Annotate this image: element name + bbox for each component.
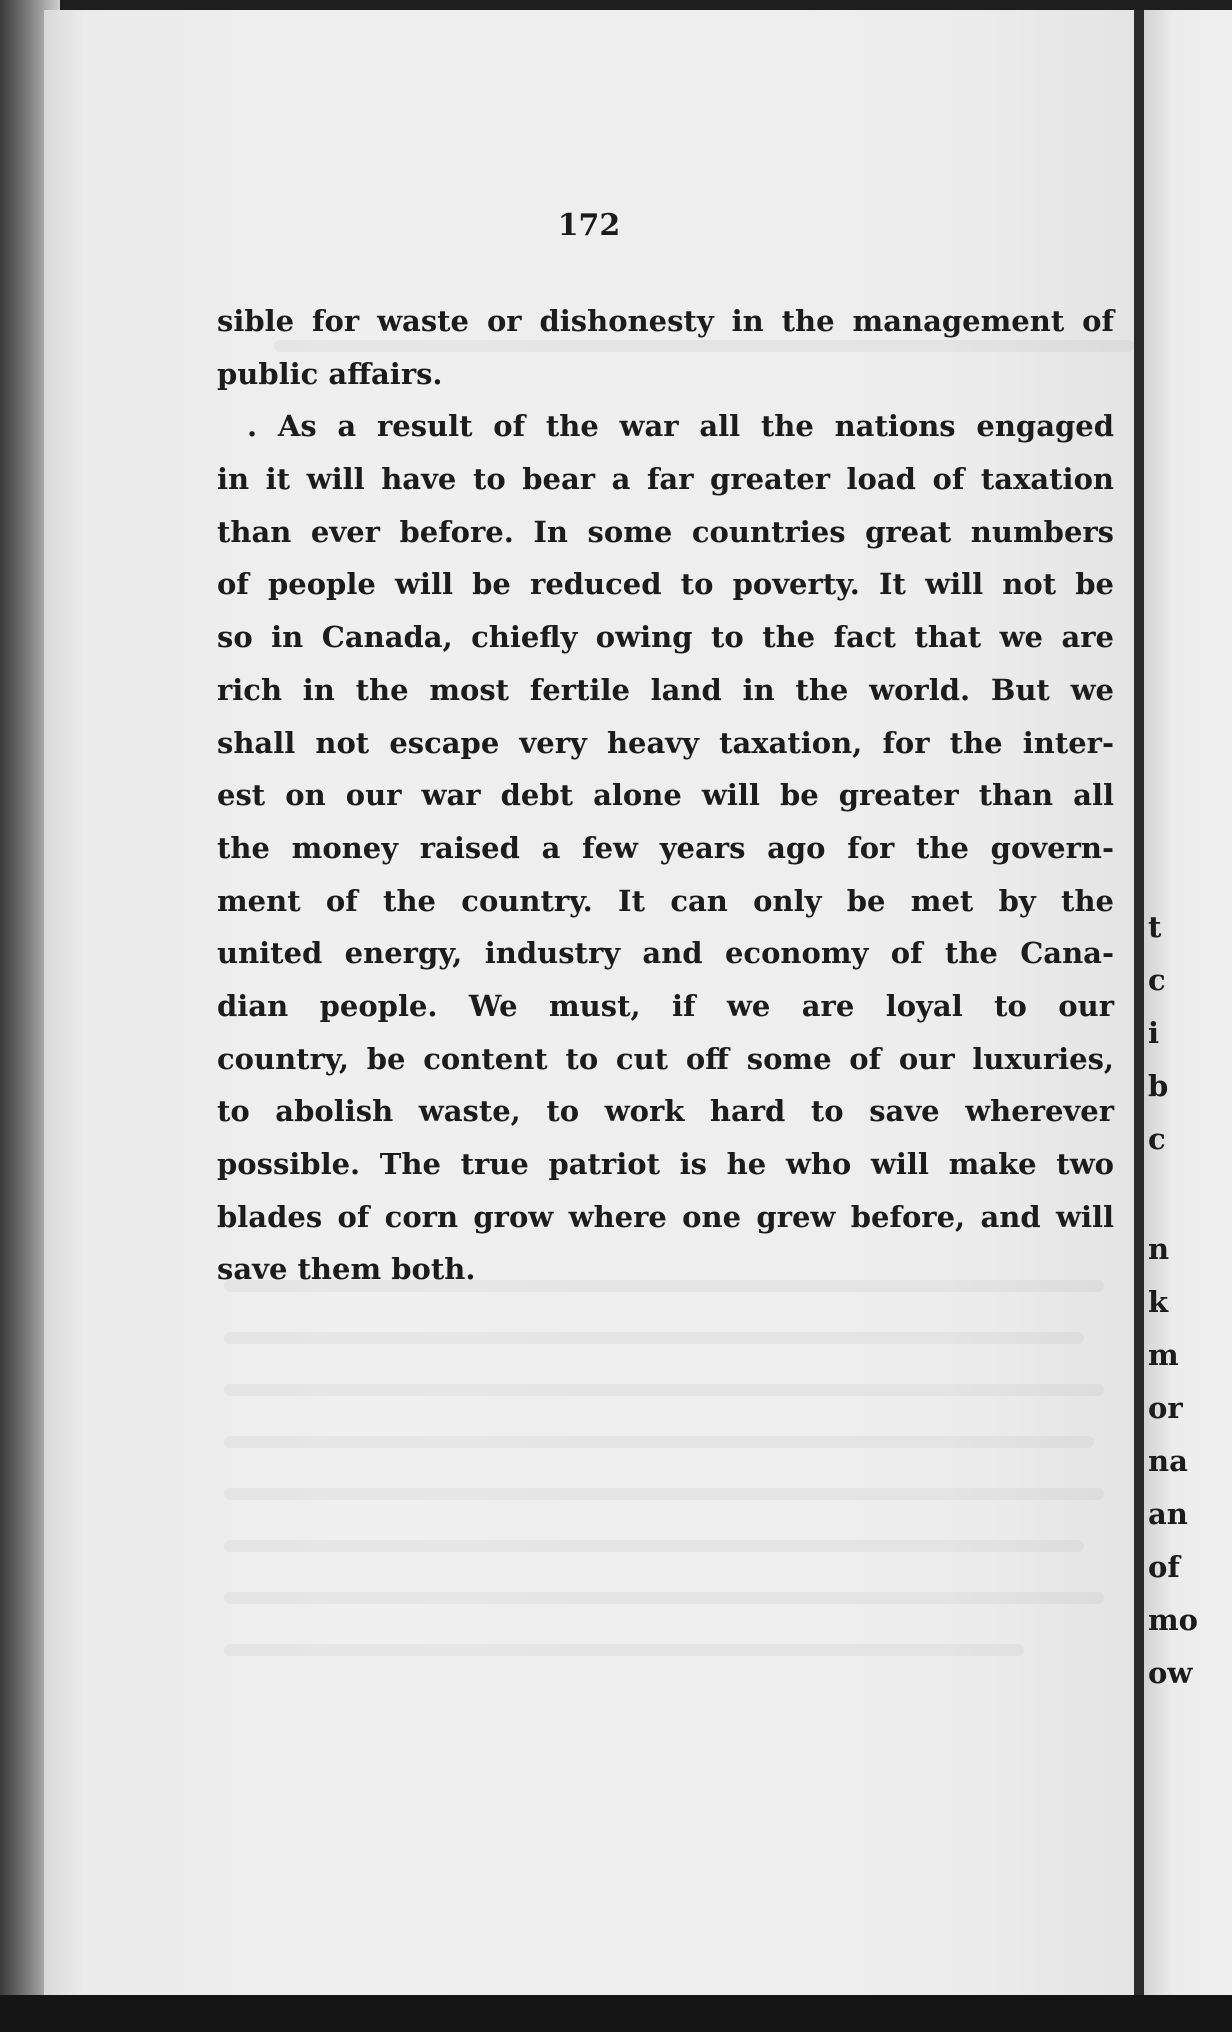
text-line: save them both.	[217, 1252, 476, 1287]
text-line: united energy, industry and economy of the Cana-	[217, 936, 1114, 971]
text-line: est on our war debt alone will be greater than all	[217, 778, 1114, 813]
show-through-text	[224, 1488, 1104, 1500]
text-line: ment of the country. It can only be met by the	[217, 883, 1114, 918]
facing-page-fragment: i	[1148, 1016, 1160, 1050]
facing-page-fragment: b	[1148, 1069, 1169, 1103]
text-line: than ever before. In some countries great numbers	[217, 514, 1114, 549]
facing-page-fragment: c	[1148, 963, 1166, 997]
show-through-text	[224, 1384, 1104, 1396]
text-line: so in Canada, chiefly owing to the fact that we are	[217, 620, 1114, 655]
text-line: public affairs.	[217, 356, 443, 391]
scan-bottom-border	[0, 1995, 1232, 2032]
facing-page-fragment: t	[1148, 910, 1162, 944]
page-gutter	[1134, 10, 1144, 2010]
text-line: sible for waste or dishonesty in the management of	[217, 304, 1114, 338]
facing-page-fragment: m	[1148, 1338, 1179, 1372]
facing-page-fragment: n	[1148, 1232, 1170, 1266]
facing-page-fragment: an	[1148, 1497, 1188, 1531]
facing-page-fragment: ow	[1148, 1656, 1193, 1690]
facing-page-fragment: or	[1148, 1391, 1183, 1425]
body-text	[217, 295, 1114, 1296]
text-line: possible. The true patriot is he who will make two	[217, 1147, 1114, 1181]
page-number: 172	[557, 208, 621, 243]
text-line: to abolish waste, to work hard to save wherever	[217, 1094, 1114, 1129]
facing-page-fragment: of	[1148, 1550, 1180, 1584]
show-through-text	[224, 1332, 1084, 1344]
left-page	[44, 10, 1134, 1995]
facing-page-fragment: mo	[1148, 1603, 1199, 1637]
text-line: in it will have to bear a far greater load of taxation	[217, 462, 1114, 497]
text-line: of people will be reduced to poverty. It will not be	[217, 567, 1114, 602]
text-line: the money raised a few years ago for the govern-	[217, 830, 1114, 865]
show-through-text	[224, 1644, 1024, 1656]
text-line: dian people. We must, if we are loyal to our	[217, 988, 1114, 1023]
show-through-text	[224, 1540, 1084, 1552]
text-line: . As a result of the war all the nations engaged	[247, 409, 1114, 444]
show-through-text	[224, 1592, 1104, 1604]
text-line: rich in the most fertile land in the world. But we	[217, 672, 1114, 707]
text-line: shall not escape very heavy taxation, for the inter-	[217, 725, 1114, 760]
facing-page-fragment: na	[1148, 1444, 1188, 1478]
facing-page-fragment: k	[1148, 1285, 1169, 1319]
text-line: country, be content to cut off some of our luxuries,	[217, 1041, 1114, 1076]
show-through-text	[224, 1436, 1094, 1448]
facing-page-fragment: c	[1148, 1122, 1166, 1156]
facing-page	[1144, 10, 1232, 1995]
text-line: blades of corn grow where one grew before, and will	[217, 1199, 1114, 1234]
